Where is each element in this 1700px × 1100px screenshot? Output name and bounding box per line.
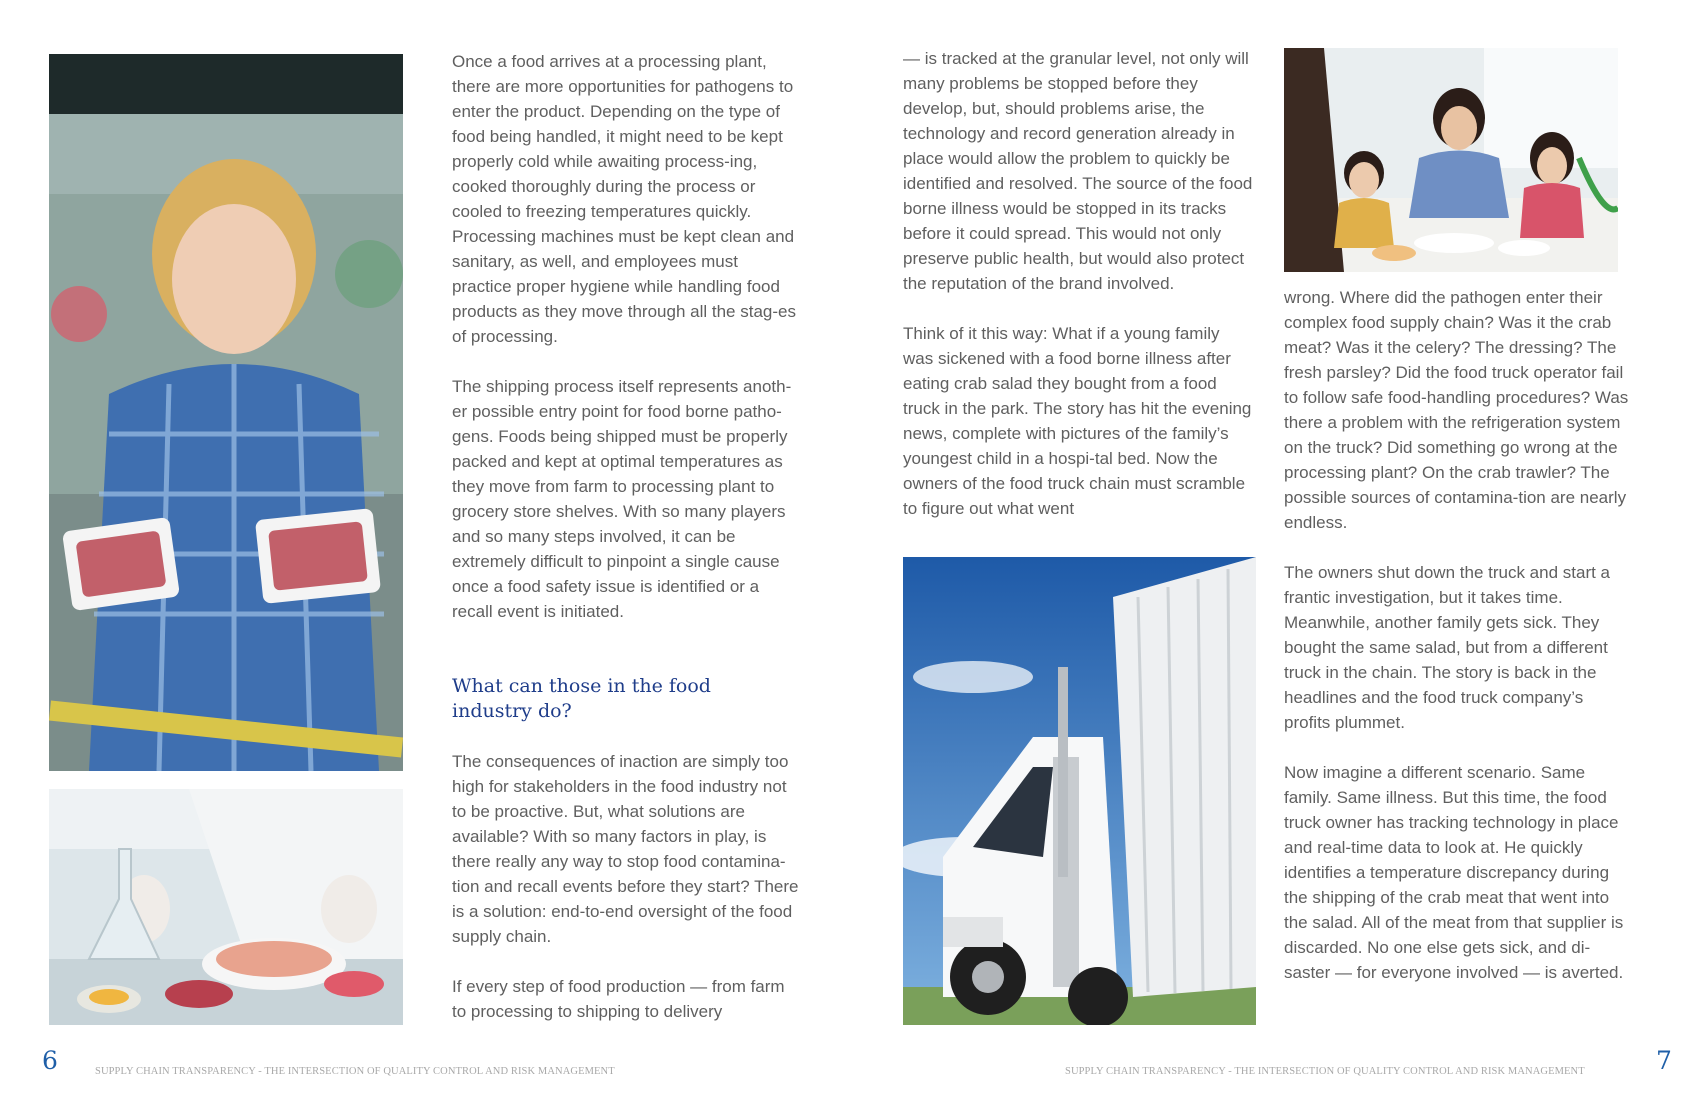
- truck-photo: [903, 557, 1256, 1025]
- paragraph: — is tracked at the granular level, not only will many problems be stopped before they develop, but, should problems arise, the technology and record generation already in place would allow the problem to quickly be identified and resolved. The source of the food borne illness would be stopped in its tracks before it could spread. This would not only preserve public health, but would also protect the reputation of the brand involved.: [903, 49, 1253, 293]
- right-page: [850, 0, 1700, 1100]
- section-heading: What can those in the food industry do?: [452, 675, 711, 722]
- paragraph: The consequences of inaction are simply too high for stakeholders in the food industry not to be proactive. But, what solutions are available? With so many factors in play, is there really any way to stop food contamina-tion and recall events before they start? There is a solution: end-to-end oversight of the food supply chain.: [452, 752, 799, 946]
- page-number: 7: [1656, 1046, 1672, 1075]
- paragraph: The owners shut down the truck and start a frantic investigation, but it takes time. Meanwhile, another family gets sick. They bought the same salad, but from a different truck in the chain. The story is back in the headlines and the food truck company’s profits plummet.: [1284, 563, 1611, 732]
- paragraph: Now imagine a different scenario. Same family. Same illness. But this time, the food truck owner has tracking technology in place and real-time data to look at. He quickly identifies a temperature discrepancy during the shipping of the crab meat that went into the salad. All of the meat from that supplier is discarded. No one else gets sick, and di-saster — for everyone involved — is averted.: [1284, 763, 1624, 982]
- right-text-column-1: [903, 46, 1253, 546]
- paragraph: Think of it this way: What if a young family was sickened with a food borne illness after eating crab salad they bought from a food truck in the park. The story has hit the evening news, complete with pictures of the family’s youngest child in a hospi-tal bed. Now the owners of the food truck chain must scramble to figure out what went: [903, 324, 1252, 518]
- paragraph: Once a food arrives at a processing plant, there are more opportunities for pathogens to enter the product. Depending on the type of food being handled, it might need to be kept properly cold while awaiting process-ing, cooked thoroughly during the process or cooled to freezing temperatures quickly. Processing machines must be kept clean and sanitary, as well, and employees must practice proper hygiene while handling food products as they move through all the stag-es of processing.: [452, 52, 796, 346]
- paragraph: If every step of food production — from farm to processing to shipping to delivery: [452, 977, 785, 1021]
- right-text-column-2: [1284, 285, 1629, 1010]
- shopper-photo: [49, 54, 403, 771]
- left-text-column: [452, 49, 802, 1049]
- running-header: SUPPLY CHAIN TRANSPARENCY - THE INTERSECTION OF QUALITY CONTROL AND RISK MANAGEMENT: [1065, 1066, 1585, 1077]
- page-number: 6: [42, 1046, 58, 1075]
- lab-photo: [49, 789, 403, 1025]
- paragraph: wrong. Where did the pathogen enter their complex food supply chain? Was it the crab meat? Was it the celery? The dressing? The fresh parsley? Did the food truck operator fail to follow safe food-handling procedures? Was there a problem with the refrigeration system on the truck? Did something go wrong at the processing plant? On the crab trawler? The possible sources of contamina-tion are nearly endless.: [1284, 288, 1629, 532]
- running-header: SUPPLY CHAIN TRANSPARENCY - THE INTERSECTION OF QUALITY CONTROL AND RISK MANAGEMENT: [95, 1066, 615, 1077]
- paragraph: The shipping process itself represents anoth-er possible entry point for food borne patho-gens. Foods being shipped must be properly packed and kept at optimal temperatures as they move from farm to processing plant to grocery store shelves. With so many players and so many steps involved, it can be extremely difficult to pinpoint a single cause once a food safety issue is identified or a recall event is initiated.: [452, 377, 792, 621]
- family-dinner-photo: [1284, 48, 1618, 272]
